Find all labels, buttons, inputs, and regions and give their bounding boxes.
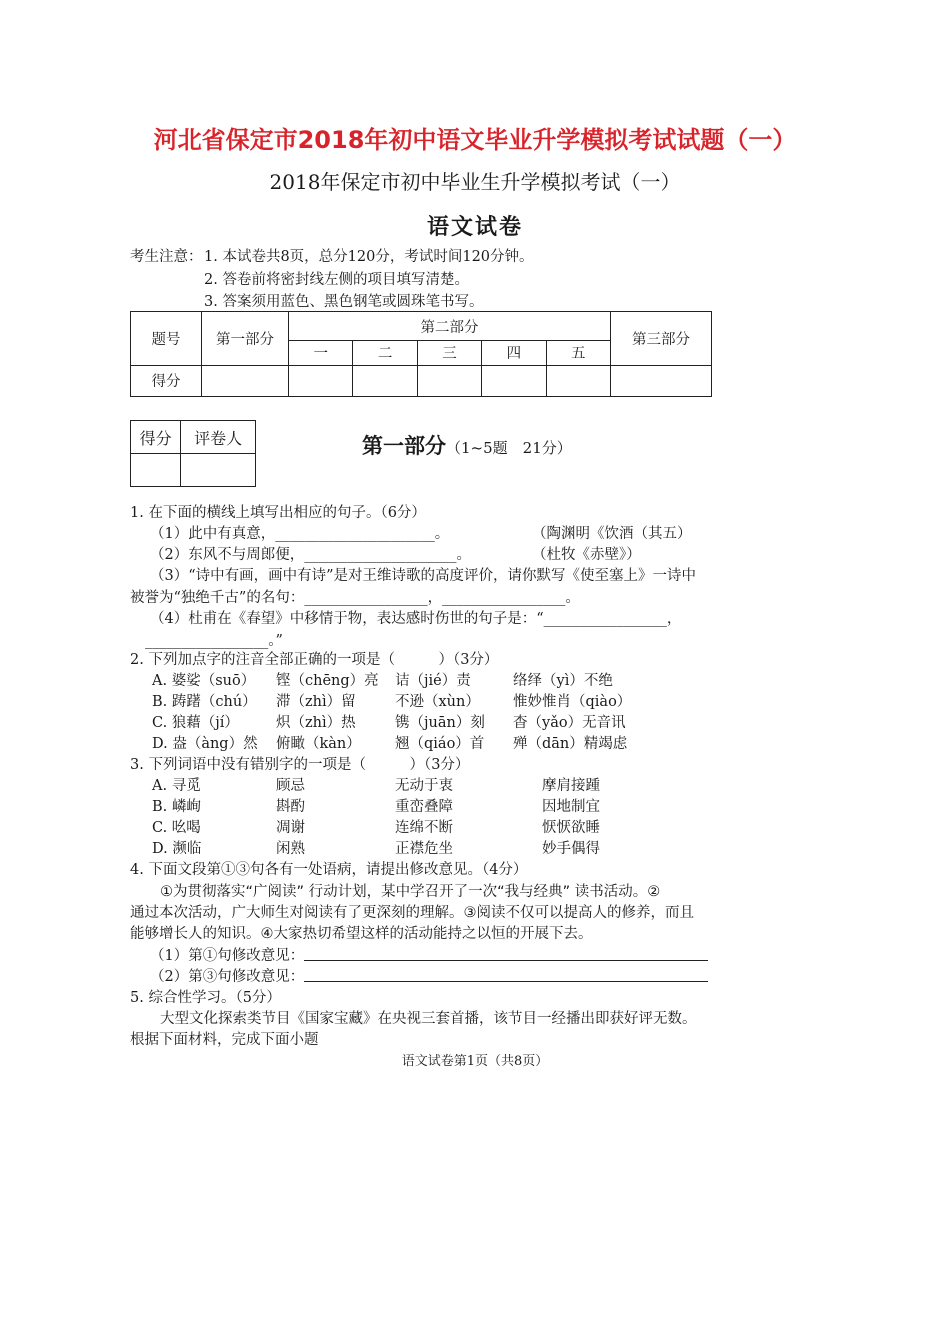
q2-option: 滞（zhì）留 xyxy=(276,694,356,710)
page-footer: 语文试卷第1页（共8页） xyxy=(401,1054,549,1069)
score-cell[interactable] xyxy=(546,365,610,396)
q1-stem: 1. 在下面的横线上填写出相应的句子。（6分） xyxy=(130,505,426,521)
q1-line4a: （4）杜甫在《春望》中移情于物，表达感时伤世的句子是：“_________________， xyxy=(150,611,682,627)
q3-option: 斟酌 xyxy=(276,799,305,815)
note-item: 3. 答案须用蓝色、黑色钢笔或圆珠笔书写。 xyxy=(204,294,484,310)
notes-label: 考生注意： xyxy=(130,249,203,265)
q1-line1-source: （陶渊明《饮酒（其五） xyxy=(532,526,692,542)
q2-option: 镌（juān）刻 xyxy=(395,715,485,731)
score-header-part1: 第一部分 xyxy=(202,312,289,366)
q3-option: 顾忌 xyxy=(276,778,305,794)
q4-passage-line: 能够增长人的知识。④大家热切希望这样的活动能持之以恒的开展下去。 xyxy=(130,926,593,942)
score-header-part2: 第二部分 xyxy=(289,312,611,341)
score-subheader: 二 xyxy=(353,341,417,365)
q2-option: B. 踌躇（chú） xyxy=(152,694,257,710)
q1-line1: （1）此中有真意，______________________。 xyxy=(150,526,450,542)
score-subheader: 三 xyxy=(417,341,481,365)
document-title: 河北省保定市2018年初中语文毕业升学模拟考试试题（一） xyxy=(153,126,797,154)
part1-title-text: 第一部分 xyxy=(362,433,446,458)
q4-answer1-label: （1）第①句修改意见： xyxy=(150,948,305,964)
score-header-item: 题号 xyxy=(131,312,202,366)
q2-option: A. 婆娑（suō） xyxy=(152,673,256,689)
q4-passage-line: ①为贯彻落实“广阅读” 行动计划，某中学召开了一次“我与经典” 读书活动。② xyxy=(160,884,661,900)
q3-option: 妙手偶得 xyxy=(542,841,600,857)
note-item: 2. 答卷前将密封线左侧的项目填写清楚。 xyxy=(204,272,469,288)
q3-option: 恹恹欲睡 xyxy=(542,820,600,836)
q5-stem: 5. 综合性学习。（5分） xyxy=(130,990,281,1006)
q2-option: C. 狼藉（jí） xyxy=(152,715,239,731)
q3-option: 因地制宜 xyxy=(542,799,600,815)
q1-line3a: （3）“诗中有画，画中有诗”是对王维诗歌的高度评价，请你默写《使至塞上》一诗中 xyxy=(150,568,697,584)
part1-title xyxy=(362,430,572,460)
q3-option: 凋谢 xyxy=(276,820,305,836)
q3-option: 无动于衷 xyxy=(395,778,453,794)
q2-option: 不逊（xùn） xyxy=(395,694,480,710)
q5-passage-line: 根据下面材料，完成下面小题 xyxy=(130,1032,319,1048)
q1-line2: （2）东风不与周郎便，_____________________。 xyxy=(150,547,471,563)
q5-passage-line: 大型文化探索类节目《国家宝藏》在央视三套首播，该节目一经播出即获好评无数。 xyxy=(160,1011,697,1027)
q3-option: B. 嶙峋 xyxy=(152,799,201,815)
score-subheader: 五 xyxy=(546,341,610,365)
q2-option: 俯瞰（kàn） xyxy=(276,736,361,752)
score-cell[interactable] xyxy=(482,365,546,396)
q1-line2-source: （杜牧《赤壁》） xyxy=(532,547,641,563)
q4-answer1-line[interactable] xyxy=(304,960,708,961)
subject-title: 语文试卷 xyxy=(426,214,523,240)
q2-option: 炽（zhì）热 xyxy=(276,715,356,731)
grader-score-label: 得分 xyxy=(131,421,181,454)
note-item: 1. 本试卷共8页，总分120分，考试时间120分钟。 xyxy=(204,249,534,265)
q2-option: 惟妙惟肖（qiào） xyxy=(513,694,632,710)
grader-name-cell[interactable] xyxy=(181,454,256,487)
q4-answer2-line[interactable] xyxy=(304,981,708,982)
q2-option: 杳（yǎo）无音讯 xyxy=(513,715,626,731)
q3-stem: 3. 下列词语中没有错别字的一项是（ ）（3分） xyxy=(130,757,470,773)
score-subheader: 四 xyxy=(482,341,546,365)
score-header-part3: 第三部分 xyxy=(611,312,712,366)
q2-option: 殚（dān）精竭虑 xyxy=(513,736,628,752)
grader-score-cell[interactable] xyxy=(131,454,181,487)
score-cell[interactable] xyxy=(289,365,353,396)
q2-option: 诘（jié）责 xyxy=(395,673,471,689)
q3-option: 正襟危坐 xyxy=(395,841,453,857)
q2-option: 翘（qiáo）首 xyxy=(395,736,485,752)
score-cell[interactable] xyxy=(202,365,289,396)
score-table xyxy=(130,311,712,397)
q2-option: 铿（chēng）亮 xyxy=(276,673,379,689)
score-cell[interactable] xyxy=(353,365,417,396)
q4-answer2-label: （2）第③句修改意见： xyxy=(150,969,305,985)
q3-option: 连绵不断 xyxy=(395,820,453,836)
score-subheader: 一 xyxy=(289,341,353,365)
q3-option: 摩肩接踵 xyxy=(542,778,600,794)
q1-line4b: _________________。” xyxy=(145,633,283,649)
q3-option: D. 濒临 xyxy=(152,841,202,857)
part1-range: （1~5题 21分） xyxy=(446,439,572,457)
grader-table xyxy=(130,420,256,487)
q2-option: D. 盎（àng）然 xyxy=(152,736,258,752)
q2-option: 络绎（yì）不绝 xyxy=(513,673,613,689)
q3-option: A. 寻觅 xyxy=(152,778,201,794)
exam-title: 2018年保定市初中毕业生升学模拟考试（一） xyxy=(269,170,681,194)
q3-option: 闲熟 xyxy=(276,841,305,857)
q4-passage-line: 通过本次活动，广大师生对阅读有了更深刻的理解。③阅读不仅可以提高人的修养，而且 xyxy=(130,905,694,921)
q2-stem: 2. 下列加点字的注音全部正确的一项是（ ）（3分） xyxy=(130,652,499,668)
q3-option: C. 吆喝 xyxy=(152,820,201,836)
score-row-label: 得分 xyxy=(131,365,202,396)
q1-line3b: 被誉为“独绝千古”的名句：_________________，_________________。 xyxy=(130,590,580,606)
q4-stem: 4. 下面文段第①③句各有一处语病，请提出修改意见。（4分） xyxy=(130,862,528,878)
grader-name-label: 评卷人 xyxy=(181,421,256,454)
score-cell[interactable] xyxy=(417,365,481,396)
score-cell[interactable] xyxy=(611,365,712,396)
q3-option: 重峦叠障 xyxy=(395,799,453,815)
